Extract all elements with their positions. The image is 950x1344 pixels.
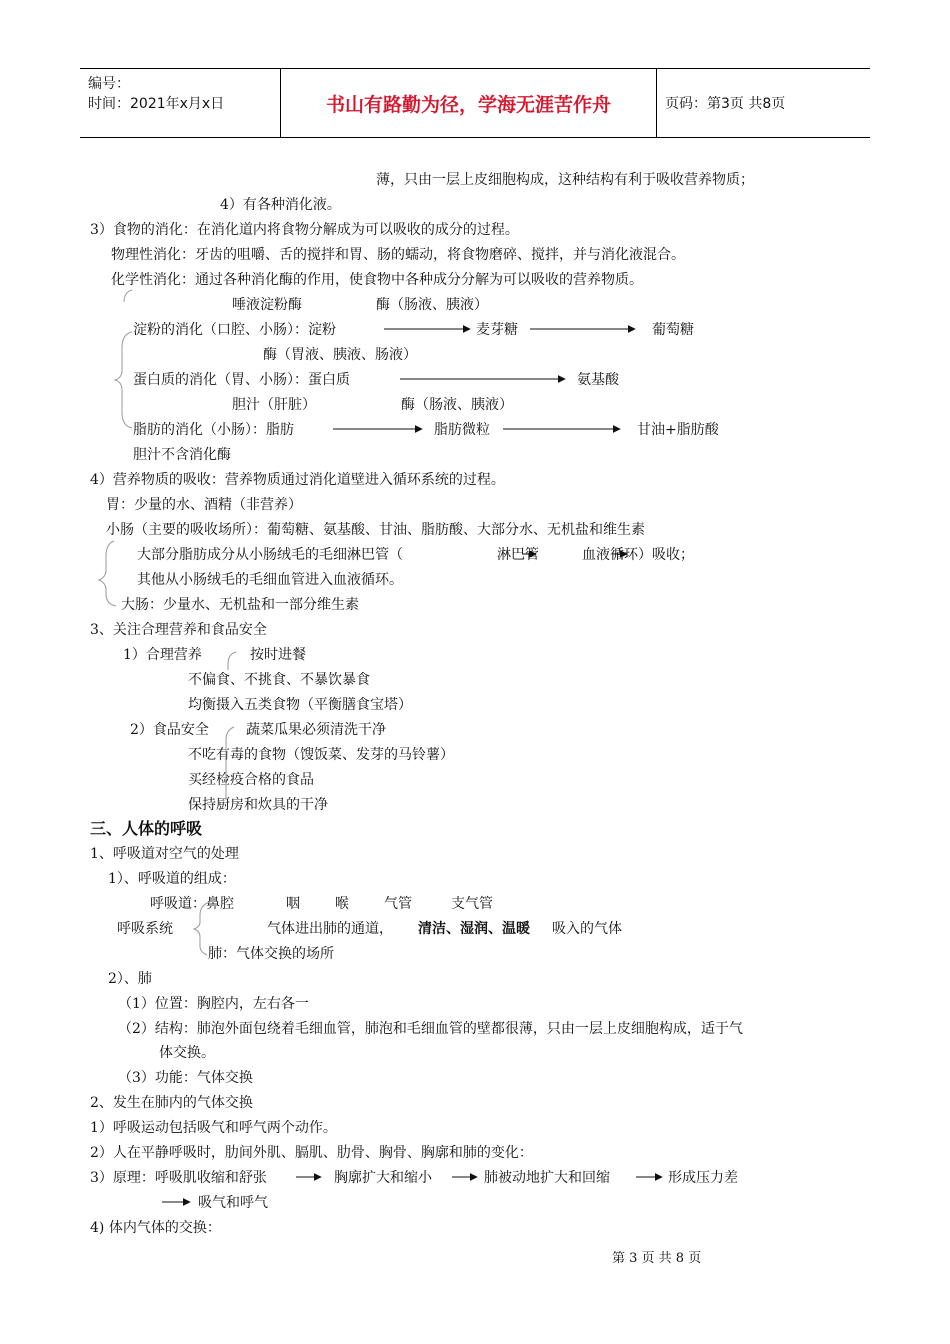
text-line: 大部分脂肪成分从小肠绒毛的毛细淋巴管（ <box>137 547 403 563</box>
header-left-cell <box>80 69 281 137</box>
date-label: 时间：2021年x月x日 <box>88 96 225 112</box>
section-heading: 三、人体的呼吸 <box>90 819 203 838</box>
text-line: 肺：气体交换的场所 <box>208 946 334 962</box>
text-line: 呼吸系统 <box>117 921 173 937</box>
enzyme-label: 胆汁（肝脏） <box>232 397 316 413</box>
product-label: 葡萄糖 <box>652 322 694 338</box>
text-line: 化学性消化：通过各种消化酶的作用，使食物中各种成分分解为可以吸收的营养物质。 <box>111 272 643 288</box>
text-line: 血液循环）吸收； <box>582 547 694 563</box>
text-line: 胆汁不含消化酶 <box>133 447 231 463</box>
text-line: 吸气和呼气 <box>198 1195 268 1211</box>
text-line: 蛋白质的消化（胃、小肠）：蛋白质 <box>133 372 350 388</box>
brace <box>228 652 236 670</box>
text-line: 气体进出肺的通道， <box>267 921 393 937</box>
text-line: 小肠（主要的吸收场所）：葡萄糖、氨基酸、甘油、脂肪酸、大部分水、无机盐和维生素 <box>106 522 645 538</box>
text-line: 大肠：少量水、无机盐和一部分维生素 <box>121 597 359 613</box>
text-line: 不吃有毒的食物（馊饭菜、发芽的马铃薯） <box>188 747 454 763</box>
brace <box>115 332 132 428</box>
text-line: 4) 体内气体的交换： <box>90 1220 221 1236</box>
text-line: 呼吸道：鼻腔 <box>150 896 234 912</box>
page-label: 页码：第3页 共8页 <box>665 96 786 112</box>
product-label: 麦芽糖 <box>476 322 518 338</box>
text-line: 均衡摄入五类食物（平衡膳食宝塔） <box>188 697 412 713</box>
enzyme-label: 酶（胃液、胰液、肠液） <box>263 347 417 363</box>
product-label: 氨基酸 <box>577 372 619 388</box>
page-header <box>80 68 870 138</box>
text-line: 咽 <box>286 896 300 912</box>
text-line: 体交换。 <box>159 1045 215 1061</box>
text-line: 2、发生在肺内的气体交换 <box>90 1095 253 1111</box>
brace <box>124 290 132 302</box>
text-line: 不偏食、不挑食、不暴饮暴食 <box>188 672 370 688</box>
motto: 书山有路勤为径，学海无涯苦作舟 <box>281 69 657 137</box>
enzyme-label: 唾液淀粉酶 <box>232 297 302 313</box>
text-line: 买经检疫合格的食品 <box>188 772 314 788</box>
text-line: 4）有各种消化液。 <box>220 197 341 213</box>
text-line: （1）位置：胸腔内，左右各一 <box>118 996 309 1012</box>
text-line: 1）呼吸运动包括吸气和呼气两个动作。 <box>90 1120 337 1136</box>
text-line: 2）食品安全 <box>130 722 209 738</box>
text-line: 支气管 <box>451 896 493 912</box>
text-line: 形成压力差 <box>668 1170 738 1186</box>
text-line: 其他从小肠绒毛的毛细血管进入血液循环。 <box>137 572 403 588</box>
text-line: 淋巴管 <box>497 547 539 563</box>
text-line: 吸入的气体 <box>552 921 622 937</box>
text-line: 3）原理：呼吸肌收缩和舒张 <box>90 1170 267 1186</box>
text-line: 肺被动地扩大和回缩 <box>484 1170 610 1186</box>
brace <box>99 541 116 606</box>
text-line: 淀粉的消化（口腔、小肠）：淀粉 <box>133 322 336 338</box>
text-line: 胃：少量的水、酒精（非营养） <box>106 497 302 513</box>
text-line: 喉 <box>335 896 349 912</box>
product-label: 脂肪微粒 <box>434 422 490 438</box>
text-line: 3）食物的消化：在消化道内将食物分解成为可以吸收的成分的过程。 <box>90 222 519 238</box>
text-line: 3、关注合理营养和食品安全 <box>90 622 267 638</box>
enzyme-label: 酶（肠液、胰液） <box>401 397 513 413</box>
text-line: 按时进餐 <box>250 647 306 663</box>
text-line: （2）结构：肺泡外面包绕着毛细血管，肺泡和毛细血管的壁都很薄，只由一层上皮细胞构成，适于气 <box>118 1021 743 1037</box>
text-line: 2）、肺 <box>108 971 152 987</box>
text-line: 物理性消化：牙齿的咀嚼、舌的搅拌和胃、肠的蠕动，将食物磨碎、搅拌，并与消化液混合。 <box>111 247 685 263</box>
text-line: 保持厨房和炊具的干净 <box>188 797 328 813</box>
emphasis-text: 清洁、湿润、温暖 <box>418 921 530 937</box>
page-footer: 第 3 页 共 8 页 <box>612 1251 702 1266</box>
text-line: 气管 <box>384 896 412 912</box>
text-line: 胸廓扩大和缩小 <box>334 1170 432 1186</box>
text-line: 1、呼吸道对空气的处理 <box>90 846 239 862</box>
text-line: 薄，只由一层上皮细胞构成，这种结构有利于吸收营养物质； <box>376 172 754 188</box>
enzyme-label: 酶（肠液、胰液） <box>376 297 488 313</box>
product-label: 甘油+脂肪酸 <box>637 422 719 438</box>
text-line: 蔬菜瓜果必须清洗干净 <box>246 722 386 738</box>
text-line: 1）合理营养 <box>123 647 202 663</box>
text-line: 4）营养物质的吸收：营养物质通过消化道壁进入循环系统的过程。 <box>90 472 505 488</box>
text-line: 1）、呼吸道的组成： <box>108 871 236 887</box>
text-line: 2）人在平静呼吸时，肋间外肌、膈肌、肋骨、胸骨、胸廓和肺的变化： <box>90 1145 533 1161</box>
text-line: 脂肪的消化（小肠）：脂肪 <box>133 422 294 438</box>
text-line: （3）功能：气体交换 <box>118 1070 253 1086</box>
number-label: 编号： <box>88 76 130 92</box>
